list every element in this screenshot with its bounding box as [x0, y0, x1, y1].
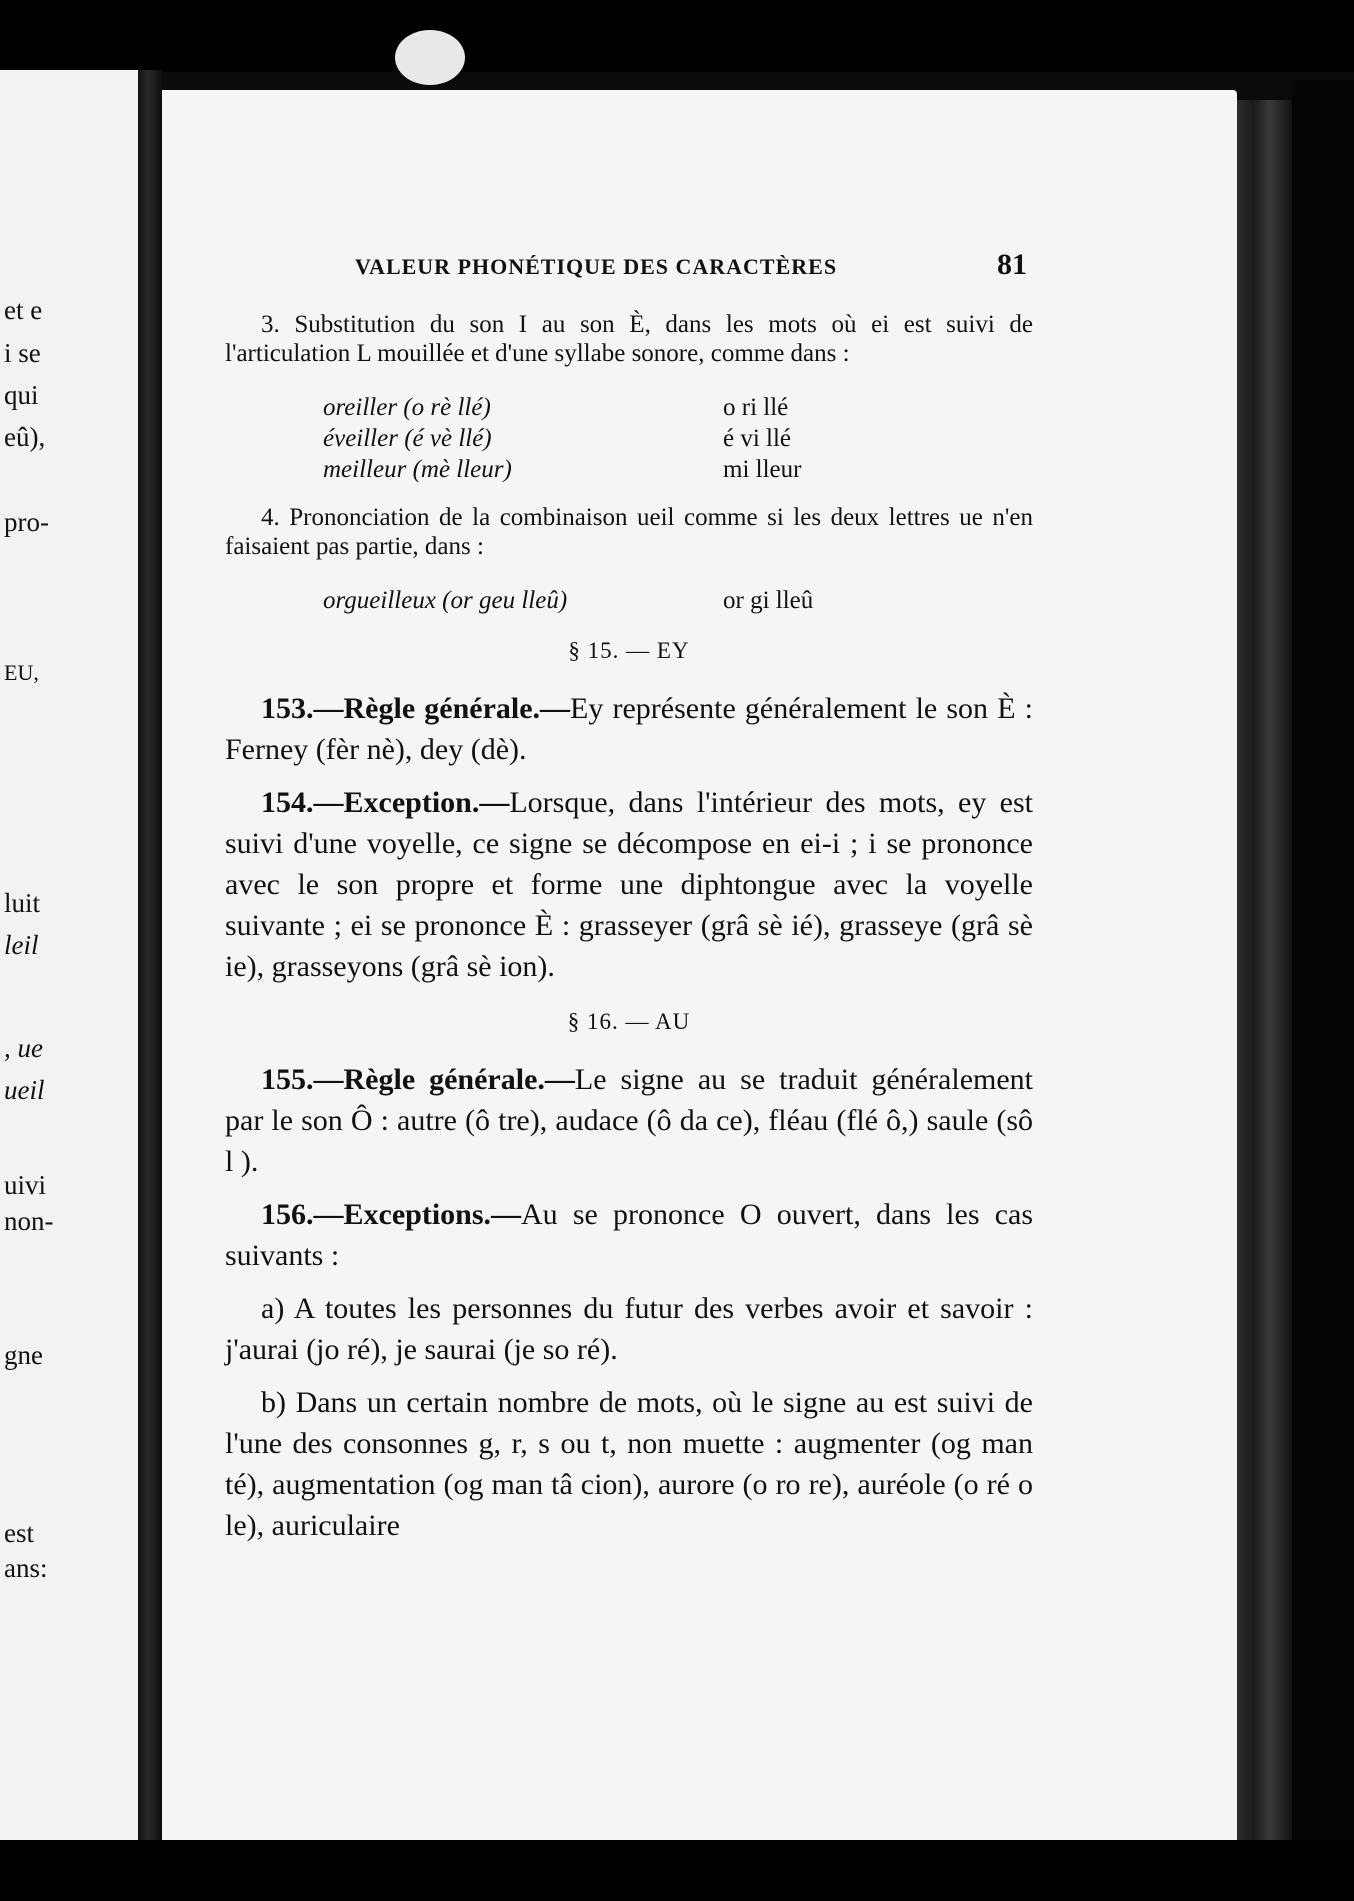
paragraph-number: 155.: [261, 1063, 314, 1096]
section-heading-16: § 16. — AU: [567, 1009, 691, 1034]
left-line: gne: [4, 1340, 43, 1370]
left-line: et e: [4, 295, 43, 325]
left-line: uivi: [4, 1170, 47, 1200]
paragraph-155: [225, 1059, 1033, 1182]
paragraph-text: Au se prononce O ouvert, dans les cas suivants :: [225, 1198, 1033, 1272]
left-page-fragment: [0, 70, 150, 1845]
left-line: EU,: [4, 660, 39, 685]
running-title: VALEUR PHONÉTIQUE DES CARACTÈRES: [355, 254, 838, 279]
example-pronunciation: é vi llé: [723, 425, 792, 452]
paragraph-title: —Règle générale.—: [313, 692, 571, 725]
paragraph-title: —Exceptions.—: [313, 1198, 522, 1231]
section-heading-15: § 15. — EY: [568, 638, 690, 663]
paragraph-156-b: b) Dans un certain nombre de mots, où le signe au est suivi de l'une des consonnes g, r, s ou t, non muette : augmenter (og man té), augmentation (og man tâ cion), aurore (o ro re), auréole (o ré o le), auriculaire: [225, 1386, 1033, 1542]
example-word: meilleur (mè lleur): [323, 456, 512, 483]
scan-bottom-border: [0, 1840, 1354, 1901]
scan-top-border: [0, 0, 1354, 72]
item-4: 4. Prononciation de la combinaison ueil comme si les deux lettres ue n'en faisaient pas partie, dans :: [225, 504, 1033, 560]
example-pronunciation: or gi lleû: [723, 587, 814, 614]
paragraph-156-a: a) A toutes les personnes du futur des verbes avoir et savoir : j'aurai (jo ré), je saurai (je so ré).: [225, 1292, 1033, 1366]
scan-artifact: [395, 30, 465, 85]
left-line: luit: [4, 888, 41, 918]
paragraph-number: 154.: [261, 786, 314, 819]
left-line: pro-: [4, 507, 49, 537]
paragraph-text: Lorsque, dans l'intérieur des mots, ey est suivi d'une voyelle, ce signe se décompose en ei-i ; i se prononce avec le son propre et forme une diphtongue avec la voyelle suivante ; ei se prononce È : grasseyer (grâ sè ié), grasseye (grâ sè ie), grasseyons (grâ sè ion).: [225, 786, 1033, 983]
left-line: eû),: [4, 422, 46, 452]
left-line: est: [4, 1518, 34, 1548]
book-gutter: [138, 70, 162, 1845]
example-pronunciation: o ri llé: [723, 394, 789, 421]
left-line: qui: [4, 380, 39, 410]
paragraph-text: Ey représente généralement le son È : Ferney (fèr nè), dey (dè).: [225, 692, 1033, 766]
page-body: [225, 310, 1033, 1558]
scan-right-border: [1292, 80, 1354, 1850]
paragraph-156: [225, 1194, 1033, 1276]
example-word: orgueilleux (or geu lleû): [323, 587, 568, 614]
page-number: 81: [997, 248, 1027, 281]
example-word: oreiller (o rè llé): [323, 394, 491, 421]
paragraph-number: 156.: [261, 1198, 314, 1231]
examples-list-1: [323, 392, 1033, 485]
paragraph-number: 153.: [261, 692, 314, 725]
paragraph-title: —Règle générale.—: [313, 1063, 575, 1096]
page-header: [355, 248, 1027, 282]
left-line: non-: [4, 1206, 54, 1236]
left-line: i se: [4, 338, 41, 368]
paragraph-153: [225, 688, 1033, 770]
example-word: éveiller (é vè llé): [323, 425, 492, 452]
left-line: , ue: [4, 1033, 43, 1063]
paragraph-text: Le signe au se traduit généralement par le son Ô : autre (ô tre), audace (ô da ce), fléau (flé ô,) saule (sô l ).: [225, 1063, 1033, 1178]
paragraph-154: [225, 782, 1033, 987]
left-line: ueil: [4, 1075, 45, 1105]
left-line: leil: [4, 930, 39, 960]
left-line: ans:: [4, 1553, 48, 1583]
page-edge: [1237, 100, 1292, 1840]
examples-list-2: [323, 585, 1033, 616]
paragraph-title: —Exception.—: [313, 786, 510, 819]
item-3: 3. Substitution du son I au son È, dans les mots où ei est suivi de l'articulation L mouillée et d'une syllabe sonore, comme dans :: [225, 311, 1033, 367]
example-pronunciation: mi lleur: [723, 456, 802, 483]
